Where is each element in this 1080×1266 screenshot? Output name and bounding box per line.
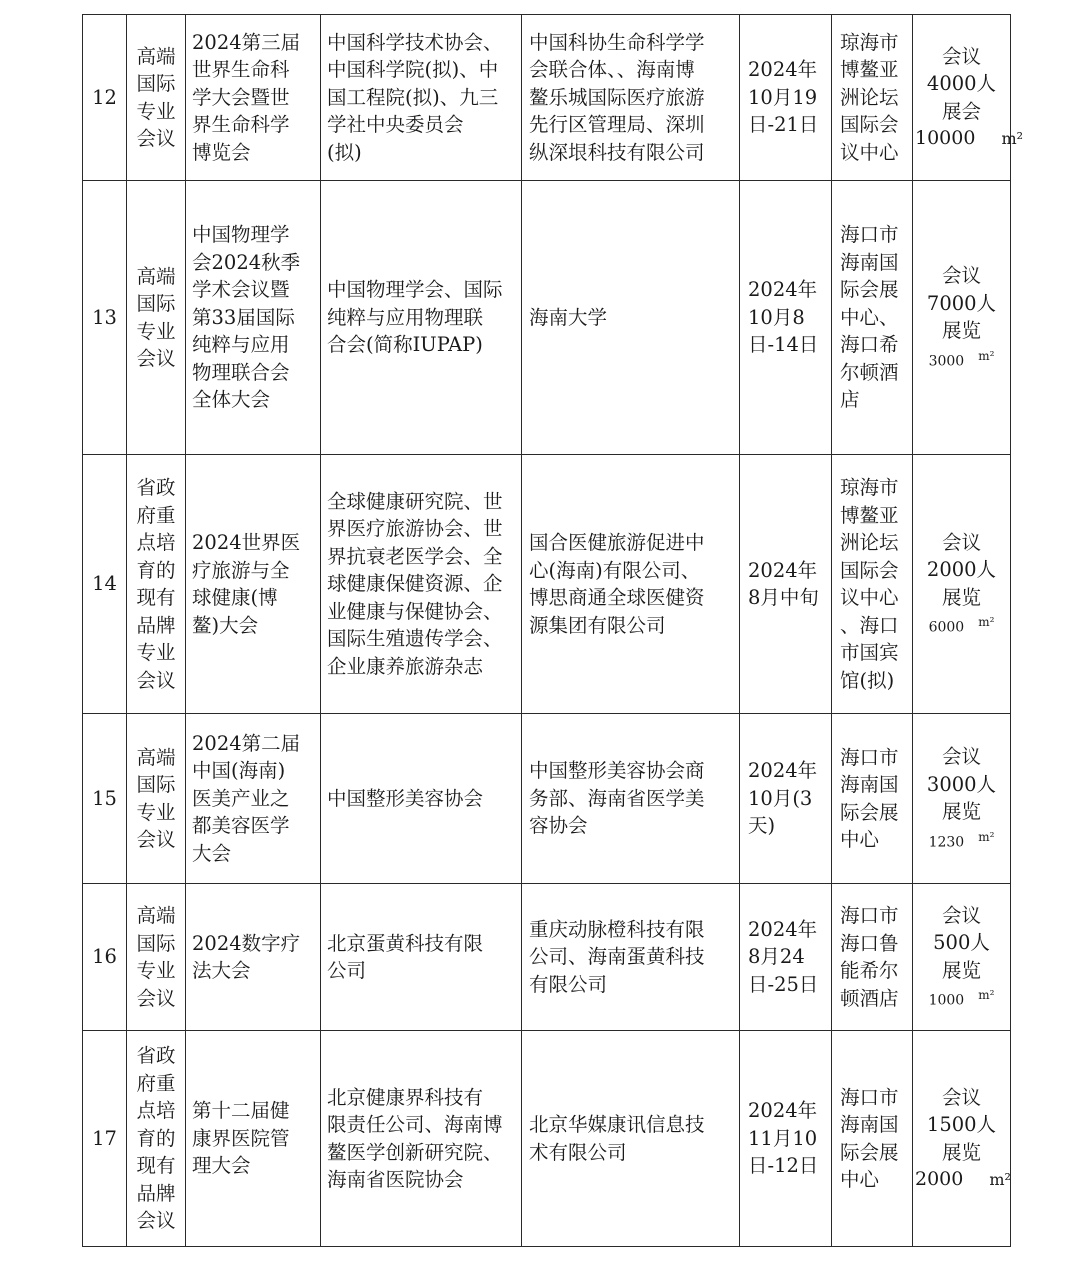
row-category-line: 高端 xyxy=(136,264,176,288)
scale-meeting-label: 会议 xyxy=(941,530,981,554)
row-category-line: 会议 xyxy=(136,986,176,1010)
row-host-line: 界抗衰老医学会、全 xyxy=(327,544,503,568)
scale-area-unit: m² xyxy=(978,988,995,1003)
row-event-name-line: 大会 xyxy=(192,841,232,865)
row-venue-line: 馆(拟) xyxy=(840,668,895,692)
row-category-line: 现有 xyxy=(136,586,176,609)
row-event-name-cell xyxy=(186,15,321,181)
row-category-line: 品牌 xyxy=(136,613,176,637)
row-category-cell xyxy=(127,15,186,181)
row-organizer-line: 先行区管理局、深圳 xyxy=(529,113,705,137)
row-category-cell xyxy=(127,884,186,1031)
scale-exhibit-label: 展览 xyxy=(941,800,981,824)
row-venue-line: 海口市 xyxy=(840,904,899,927)
row-date-line: 2024年 xyxy=(748,58,818,82)
row-organizer-line: 北京华媒康讯信息技 xyxy=(529,1113,705,1136)
row-category-cell xyxy=(127,714,186,884)
scale-area xyxy=(915,125,1024,152)
row-scale-cell xyxy=(913,884,1011,1031)
table-row xyxy=(83,455,1011,714)
row-category-line: 高端 xyxy=(136,904,176,927)
row-event-name-line: 第33届国际 xyxy=(192,305,295,329)
scale-area-value: 1000 xyxy=(928,993,965,1010)
row-organizer-line: 心(海南)有限公司、 xyxy=(529,558,701,582)
row-organizer-cell xyxy=(522,714,740,884)
row-date-line: 11月10 xyxy=(748,1126,818,1150)
row-event-name-line: 法大会 xyxy=(192,959,251,982)
row-date-line: 10月(3 xyxy=(748,786,813,810)
row-event-name-cell xyxy=(186,455,321,714)
row-category-line: 省政 xyxy=(136,476,176,499)
scale-exhibit-label: 展览 xyxy=(941,585,981,609)
row-host-cell xyxy=(321,884,522,1031)
scale-attendance: 500人 xyxy=(933,931,990,955)
row-event-name-line: 世界生命科 xyxy=(192,58,290,82)
row-category-line: 专业 xyxy=(136,99,176,123)
row-host-line: 国际生殖遗传学会、 xyxy=(327,627,503,651)
scale-area-unit: m² xyxy=(978,829,995,844)
row-event-name-line: 理大会 xyxy=(192,1154,251,1178)
row-venue-line: 海口市 xyxy=(840,745,899,769)
row-event-name-line: 医美产业之 xyxy=(192,786,290,810)
row-event-name-line: 2024世界医 xyxy=(192,531,301,554)
scale-area-value: 3000 xyxy=(928,353,965,370)
row-number-cell xyxy=(83,455,127,714)
row-category-line: 会议 xyxy=(136,668,176,692)
row-host-cell xyxy=(321,714,522,884)
scale-area-value: 1230 xyxy=(928,834,965,851)
row-event-name-cell xyxy=(186,714,321,884)
row-organizer-cell xyxy=(522,884,740,1031)
row-venue-line: 海南国 xyxy=(840,1113,899,1136)
row-category-line: 会议 xyxy=(136,347,176,370)
row-venue-line: 议中心 xyxy=(840,140,899,164)
row-scale-cell xyxy=(913,714,1011,884)
scale-meeting-label: 会议 xyxy=(941,44,981,68)
row-venue-line: 店 xyxy=(840,388,860,412)
scale-area-unit: m² xyxy=(1001,129,1024,149)
row-organizer-cell xyxy=(522,181,740,455)
row-venue-line: 国际会 xyxy=(840,113,899,137)
scale-area xyxy=(915,611,1008,639)
row-venue-line: 尔顿酒 xyxy=(840,360,899,384)
row-date-line: 8月中旬 xyxy=(748,586,819,609)
row-category-cell xyxy=(127,455,186,714)
scale-area xyxy=(915,345,1008,373)
row-host-cell xyxy=(321,15,522,181)
row-venue-line: 博鳌亚 xyxy=(840,503,899,527)
row-organizer-line: 会联合体、、海南博 xyxy=(529,58,695,82)
row-venue-line: 国际会 xyxy=(840,558,899,582)
row-venue-line: 海南国 xyxy=(840,773,899,796)
row-date-line: 日-21日 xyxy=(748,113,819,137)
row-venue-line: 洲论坛 xyxy=(840,531,899,554)
row-date-line: 日-14日 xyxy=(748,333,819,357)
row-venue-line: 际会展 xyxy=(840,800,899,824)
row-organizer-line: 博思商通全球医健资 xyxy=(529,586,705,609)
row-category-line: 育的 xyxy=(136,1126,176,1150)
table-row xyxy=(83,181,1011,455)
row-organizer-line: 海南大学 xyxy=(529,305,608,329)
row-organizer-line: 源集团有限公司 xyxy=(529,613,666,637)
row-venue-cell xyxy=(832,1031,913,1247)
row-host-line: 海南省医院协会 xyxy=(327,1168,464,1191)
row-category-line: 专业 xyxy=(136,319,176,343)
row-category-line: 点培 xyxy=(136,531,176,554)
scale-attendance: 7000人 xyxy=(926,291,997,315)
scale-exhibit-label: 展览 xyxy=(941,958,981,982)
row-venue-line: 琼海市 xyxy=(840,30,899,54)
row-event-name-cell xyxy=(186,1031,321,1247)
row-scale-cell xyxy=(913,1031,1011,1247)
row-category-line: 国际 xyxy=(136,72,176,95)
row-event-name-cell xyxy=(186,884,321,1031)
row-host-cell xyxy=(321,1031,522,1247)
row-organizer-line: 公司、海南蛋黄科技 xyxy=(529,945,705,969)
row-date-cell xyxy=(740,714,832,884)
events-table xyxy=(82,14,1024,1247)
row-venue-line: 议中心 xyxy=(840,586,899,609)
row-venue-cell xyxy=(832,15,913,181)
row-venue-line: 中心、 xyxy=(840,305,899,329)
row-number-cell xyxy=(83,15,127,181)
row-event-name-line: 康界医院管 xyxy=(192,1126,290,1150)
row-event-name-line: 会2024秋季 xyxy=(192,250,301,274)
row-host-cell xyxy=(321,455,522,714)
row-event-name-line: 2024第二届 xyxy=(192,731,301,755)
row-date-line: 10月19 xyxy=(748,85,818,109)
row-venue-cell xyxy=(832,884,913,1031)
row-host-line: 鳌医学创新研究院、 xyxy=(327,1140,503,1164)
row-host-line: 国工程院(拟)、九三 xyxy=(327,85,499,109)
row-venue-line: 海口市 xyxy=(840,1085,899,1109)
row-category-line: 高端 xyxy=(136,44,176,68)
row-category-line: 省政 xyxy=(136,1044,176,1068)
row-event-name-line: 界生命科学 xyxy=(192,113,290,137)
row-scale-cell xyxy=(913,181,1011,455)
row-venue-line: 海口市 xyxy=(840,223,899,247)
row-venue-line: 洲论坛 xyxy=(840,85,899,109)
row-category-line: 专业 xyxy=(136,959,176,982)
row-venue-line: 海南国 xyxy=(840,250,899,274)
row-organizer-line: 纵深垠科技有限公司 xyxy=(529,140,705,164)
row-category-line: 品牌 xyxy=(136,1181,176,1205)
row-organizer-cell xyxy=(522,1031,740,1247)
table-row xyxy=(83,884,1011,1031)
row-date-cell xyxy=(740,455,832,714)
row-event-name-line: 中国物理学 xyxy=(192,223,290,247)
row-host-line: 企业康养旅游杂志 xyxy=(327,654,484,678)
row-host-line: 中国科学院(拟)、中 xyxy=(327,58,499,82)
row-category-line: 国际 xyxy=(136,931,176,955)
row-date-line: 天) xyxy=(748,814,776,838)
scale-meeting-label: 会议 xyxy=(941,1085,981,1109)
row-number-cell xyxy=(83,884,127,1031)
row-event-name-line: 学术会议暨 xyxy=(192,278,290,302)
scale-attendance: 4000人 xyxy=(926,72,997,96)
row-host-line: 界医疗旅游协会、世 xyxy=(327,517,503,541)
row-venue-line: 海口鲁 xyxy=(840,931,899,955)
row-host-line: 中国整形美容协会 xyxy=(327,786,484,810)
scale-area-unit: m² xyxy=(978,348,995,363)
scale-attendance: 1500人 xyxy=(926,1113,997,1137)
row-venue-cell xyxy=(832,455,913,714)
row-venue-line: 博鳌亚 xyxy=(840,58,899,82)
row-category-line: 国际 xyxy=(136,773,176,796)
row-event-name-line: 纯粹与应用 xyxy=(192,333,290,357)
row-venue-line: 、海口 xyxy=(840,613,899,637)
row-host-line: 中国物理学会、国际 xyxy=(327,278,503,302)
row-number-line: 17 xyxy=(92,1126,117,1150)
row-number-line: 14 xyxy=(92,572,117,596)
row-event-name-line: 中国(海南) xyxy=(192,759,286,783)
row-event-name-line: 疗旅游与全 xyxy=(192,558,290,582)
row-category-line: 会议 xyxy=(136,1209,176,1233)
row-number-line: 12 xyxy=(92,85,117,109)
row-number-line: 15 xyxy=(92,786,117,810)
row-host-line: 合会(简称IUPAP) xyxy=(327,333,483,357)
row-host-line: 限责任公司、海南博 xyxy=(327,1113,503,1136)
row-date-line: 2024年 xyxy=(748,1099,818,1123)
row-host-line: 中国科学技术协会、 xyxy=(327,30,503,54)
row-organizer-line: 国合医健旅游促进中 xyxy=(529,531,705,554)
row-event-name-line: 博览会 xyxy=(192,140,251,164)
row-scale-cell xyxy=(913,15,1024,181)
scale-area xyxy=(915,1166,1011,1193)
row-organizer-line: 容协会 xyxy=(529,814,588,838)
row-organizer-line: 术有限公司 xyxy=(529,1140,627,1164)
row-organizer-line: 鳌乐城国际医疗旅游 xyxy=(529,85,705,109)
row-organizer-line: 中国整形美容协会商 xyxy=(529,759,705,783)
row-date-line: 10月8 xyxy=(748,305,805,329)
row-number-cell xyxy=(83,714,127,884)
row-event-name-line: 2024数字疗 xyxy=(192,931,301,955)
scale-area-value: 6000 xyxy=(928,620,965,637)
row-host-line: 公司 xyxy=(327,959,367,982)
scale-exhibit-label: 展会 xyxy=(941,99,981,123)
row-host-line: 全球健康研究院、世 xyxy=(327,489,503,513)
row-event-name-line: 物理联合会 xyxy=(192,360,290,384)
row-category-cell xyxy=(127,181,186,455)
row-venue-cell xyxy=(832,714,913,884)
row-date-line: 日-25日 xyxy=(748,972,819,996)
scale-meeting-label: 会议 xyxy=(941,903,981,927)
row-category-line: 现有 xyxy=(136,1154,176,1178)
row-number-line: 13 xyxy=(92,305,117,329)
row-category-line: 府重 xyxy=(136,503,176,527)
row-event-name-line: 2024第三届 xyxy=(192,30,301,54)
scale-area-unit: m² xyxy=(989,1170,1011,1190)
scale-area xyxy=(915,826,1008,854)
row-venue-line: 琼海市 xyxy=(840,476,899,499)
row-organizer-line: 有限公司 xyxy=(529,972,608,996)
table-row xyxy=(83,714,1011,884)
row-host-line: 业健康与保健协会、 xyxy=(327,599,503,623)
row-host-line: 北京健康界科技有 xyxy=(327,1085,484,1109)
row-venue-line: 顿酒店 xyxy=(840,986,899,1010)
table-body xyxy=(83,15,1024,1247)
row-date-line: 2024年 xyxy=(748,917,818,941)
row-event-name-line: 都美容医学 xyxy=(192,814,290,838)
row-host-line: 纯粹与应用物理联 xyxy=(327,305,484,329)
row-host-line: (拟) xyxy=(327,140,362,164)
row-category-line: 专业 xyxy=(136,800,176,824)
row-category-line: 会议 xyxy=(136,828,176,851)
row-venue-line: 海口希 xyxy=(840,333,899,357)
scale-meeting-label: 会议 xyxy=(941,745,981,769)
row-category-line: 府重 xyxy=(136,1071,176,1095)
row-date-cell xyxy=(740,884,832,1031)
row-event-name-line: 全体大会 xyxy=(192,388,271,412)
row-venue-line: 际会展 xyxy=(840,278,899,302)
row-date-cell xyxy=(740,181,832,455)
table-row xyxy=(83,15,1011,181)
scale-area-value: 2000 xyxy=(915,1168,964,1191)
row-venue-line: 市国宾 xyxy=(840,641,899,664)
table-row xyxy=(83,1031,1011,1247)
row-event-name-line: 学大会暨世 xyxy=(192,85,290,109)
scale-attendance: 2000人 xyxy=(926,558,997,582)
row-event-name-line: 球健康(博 xyxy=(192,586,278,609)
scale-area xyxy=(915,984,1008,1012)
row-host-cell xyxy=(321,181,522,455)
row-number-cell xyxy=(83,1031,127,1247)
row-number-line: 16 xyxy=(92,945,117,969)
row-venue-line: 中心 xyxy=(840,828,880,851)
scale-exhibit-label: 展览 xyxy=(941,319,981,343)
row-date-cell xyxy=(740,15,832,181)
scale-attendance: 3000人 xyxy=(926,772,997,796)
row-category-line: 专业 xyxy=(136,641,176,664)
row-category-line: 高端 xyxy=(136,745,176,769)
row-venue-cell xyxy=(832,181,913,455)
row-category-cell xyxy=(127,1031,186,1247)
row-category-line: 点培 xyxy=(136,1099,176,1123)
scale-area-unit: m² xyxy=(978,615,995,630)
row-host-line: 北京蛋黄科技有限 xyxy=(327,931,484,955)
row-date-line: 2024年 xyxy=(748,759,818,783)
scale-meeting-label: 会议 xyxy=(941,264,981,288)
row-event-name-line: 第十二届健 xyxy=(192,1099,290,1123)
scale-exhibit-label: 展览 xyxy=(941,1140,981,1164)
row-category-line: 国际 xyxy=(136,292,176,315)
row-venue-line: 际会展 xyxy=(840,1140,899,1164)
row-category-line: 育的 xyxy=(136,558,176,582)
row-venue-line: 中心 xyxy=(840,1168,880,1191)
row-organizer-line: 重庆动脉橙科技有限 xyxy=(529,917,705,941)
row-event-name-cell xyxy=(186,181,321,455)
row-category-line: 会议 xyxy=(136,127,176,150)
row-date-line: 2024年 xyxy=(748,558,818,582)
row-scale-cell xyxy=(913,455,1011,714)
row-date-line: 2024年 xyxy=(748,278,818,302)
row-date-line: 日-12日 xyxy=(748,1154,819,1178)
row-organizer-line: 务部、海南省医学美 xyxy=(529,786,705,810)
row-venue-line: 能希尔 xyxy=(840,959,899,982)
row-date-line: 8月24 xyxy=(748,945,805,969)
row-event-name-line: 鳌)大会 xyxy=(192,613,259,637)
row-host-line: 学社中央委员会 xyxy=(327,113,464,137)
scale-area-value: 10000 xyxy=(915,127,976,150)
row-number-cell xyxy=(83,181,127,455)
row-organizer-cell xyxy=(522,455,740,714)
row-organizer-line: 中国科协生命科学学 xyxy=(529,30,705,54)
row-host-line: 球健康保健资源、企 xyxy=(327,572,503,596)
row-organizer-cell xyxy=(522,15,740,181)
row-date-cell xyxy=(740,1031,832,1247)
